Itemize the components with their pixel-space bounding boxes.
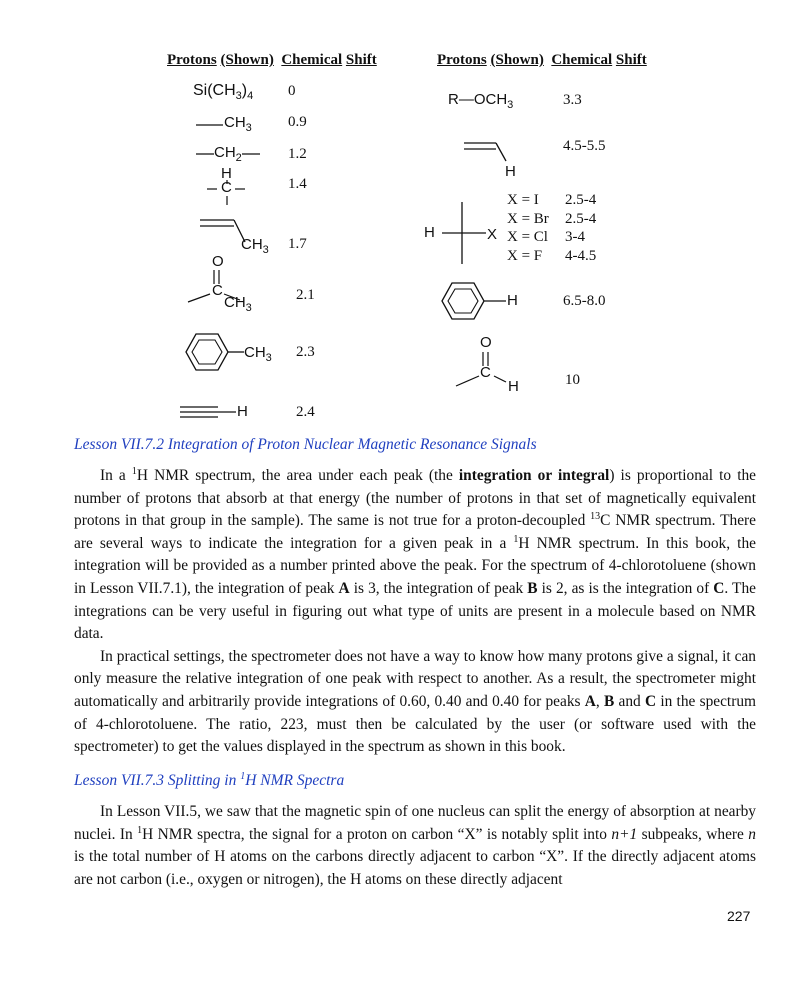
shift-value: 1.4	[288, 176, 307, 192]
header-protons: Protons	[167, 52, 217, 68]
atom-h: H	[424, 224, 435, 241]
paragraph-integration: In a $^1$H NMR spectrum, the area under each peak (the integration or integral) is proportional to the number of protons that absorb at that energy (the number of protons in that set of magnetically equivalent protons in that group in the sample). The same is not true for a proton-decoupled $^{13}$C NMR spectrum. There are several ways to indicate the integration for a given peak in a $^1$H NMR spectrum. In this book, the integration will be provided as a number printed above the peak. For the spectrum of 4-chlorotoluene (shown in Lesson VII.7.1), the integration of peak A is 3, the integration of peak B is 2, as is the integration of C. The integrations can be very useful in figuring out what type of units are present in a molecule based on NMR data.	[74, 465, 756, 643]
shift-value: 2.3	[296, 344, 315, 360]
atom-x: X	[487, 226, 498, 243]
atom-c: C	[480, 364, 491, 381]
right-table-header	[437, 52, 647, 69]
alkyne-bond	[180, 403, 240, 419]
halide-br: X = Br	[507, 210, 549, 227]
bond-line	[196, 116, 226, 136]
atom-h: H	[221, 165, 232, 182]
lesson-heading: Lesson VII.7.3 Splitting in $^1$H NMR Spectra	[74, 770, 345, 789]
structure-methyl: $CH_3$	[224, 114, 252, 134]
body-text	[74, 801, 756, 891]
halide-i: X = I	[507, 192, 539, 208]
benzene-ring	[438, 278, 510, 324]
structure-methyl-ketone: $CH_3$	[224, 294, 252, 314]
paragraph-practical: In practical settings, the spectrometer does not have a way to know how many protons give a signal, it can only measure the relative integration of one peak with respect to another. As a result, the spectrometer might automatically and arbitrarily provide integrations of 0.60, 0.40 and 0.40 for peaks A, B and C in the spectrum of 4-chlorotoluene. The ratio, 223, must then be calculated by the user (or software used with the spectrometer) to get the values displayed in the spectrum as shown in this book.	[74, 647, 757, 756]
halide-list	[507, 191, 549, 265]
header-shown: (Shown)	[220, 52, 274, 68]
header-chemical: Chemical	[551, 52, 613, 68]
atom-c: C	[221, 179, 232, 196]
page-number: 227	[727, 908, 751, 924]
atom-h: H	[237, 403, 248, 420]
structure-tms: $Si(CH_3)_4$	[193, 82, 254, 103]
structure-methoxy: $R—OCH_3$	[448, 91, 514, 111]
shift-value: 1.2	[288, 146, 307, 162]
halide-cl: X = Cl	[507, 229, 548, 245]
shift-value: 2.4	[296, 404, 315, 420]
atom-h: H	[508, 378, 519, 395]
benzene-ring	[174, 330, 246, 374]
structure-allylic-methyl: $CH_3$	[241, 236, 269, 256]
paragraph-splitting: In Lesson VII.5, we saw that the magnetic spin of one nucleus can split the energy of absorption at nearby nuclei. In $^1$H NMR spectra, the signal for a proton on carbon “X” is notably split into n+1 subpeaks, where n is the total number of H atoms on the carbons directly adjacent to carbon “X”. If the directly adjacent atoms are not carbon (i.e., oxygen or nitrogen), the H atoms on these directly adjacent	[74, 803, 756, 888]
shift-value: 0.9	[288, 114, 307, 130]
shift-value: 2.1	[296, 287, 315, 303]
shift-value: 2.5-4	[565, 210, 597, 227]
atom-h: H	[505, 163, 516, 180]
shift-value: 6.5-8.0	[563, 293, 606, 309]
structure-benzylic-methyl: $CH_3$	[244, 344, 272, 364]
structure-methylene: $CH_2$	[214, 144, 242, 164]
header-chemical: Chemical	[281, 52, 343, 68]
halide-shift-list	[565, 191, 596, 265]
halide-f: X = F	[507, 247, 543, 264]
header-protons: Protons	[437, 52, 487, 68]
header-shift: Shift	[615, 52, 647, 68]
shift-value: 3-4	[565, 229, 585, 245]
lesson-heading: Lesson VII.7.2 Integration of Proton Nuclear Magnetic Resonance Signals	[74, 436, 537, 453]
atom-h: H	[507, 292, 518, 309]
shift-value: 3.3	[563, 92, 582, 108]
shift-value: 4-4.5	[565, 247, 597, 264]
shift-value: 1.7	[288, 236, 307, 252]
atom-c: C	[212, 282, 223, 299]
left-table-header	[167, 52, 377, 69]
shift-value: 10	[565, 372, 580, 388]
shift-value: 4.5-5.5	[563, 138, 606, 154]
header-shown: (Shown)	[490, 52, 544, 68]
shift-value: 2.5-4	[565, 192, 597, 208]
header-shift: Shift	[345, 52, 377, 68]
body-text	[74, 465, 756, 759]
atom-o: O	[212, 253, 224, 270]
atom-o: O	[480, 334, 492, 351]
shift-value: 0	[288, 83, 296, 99]
